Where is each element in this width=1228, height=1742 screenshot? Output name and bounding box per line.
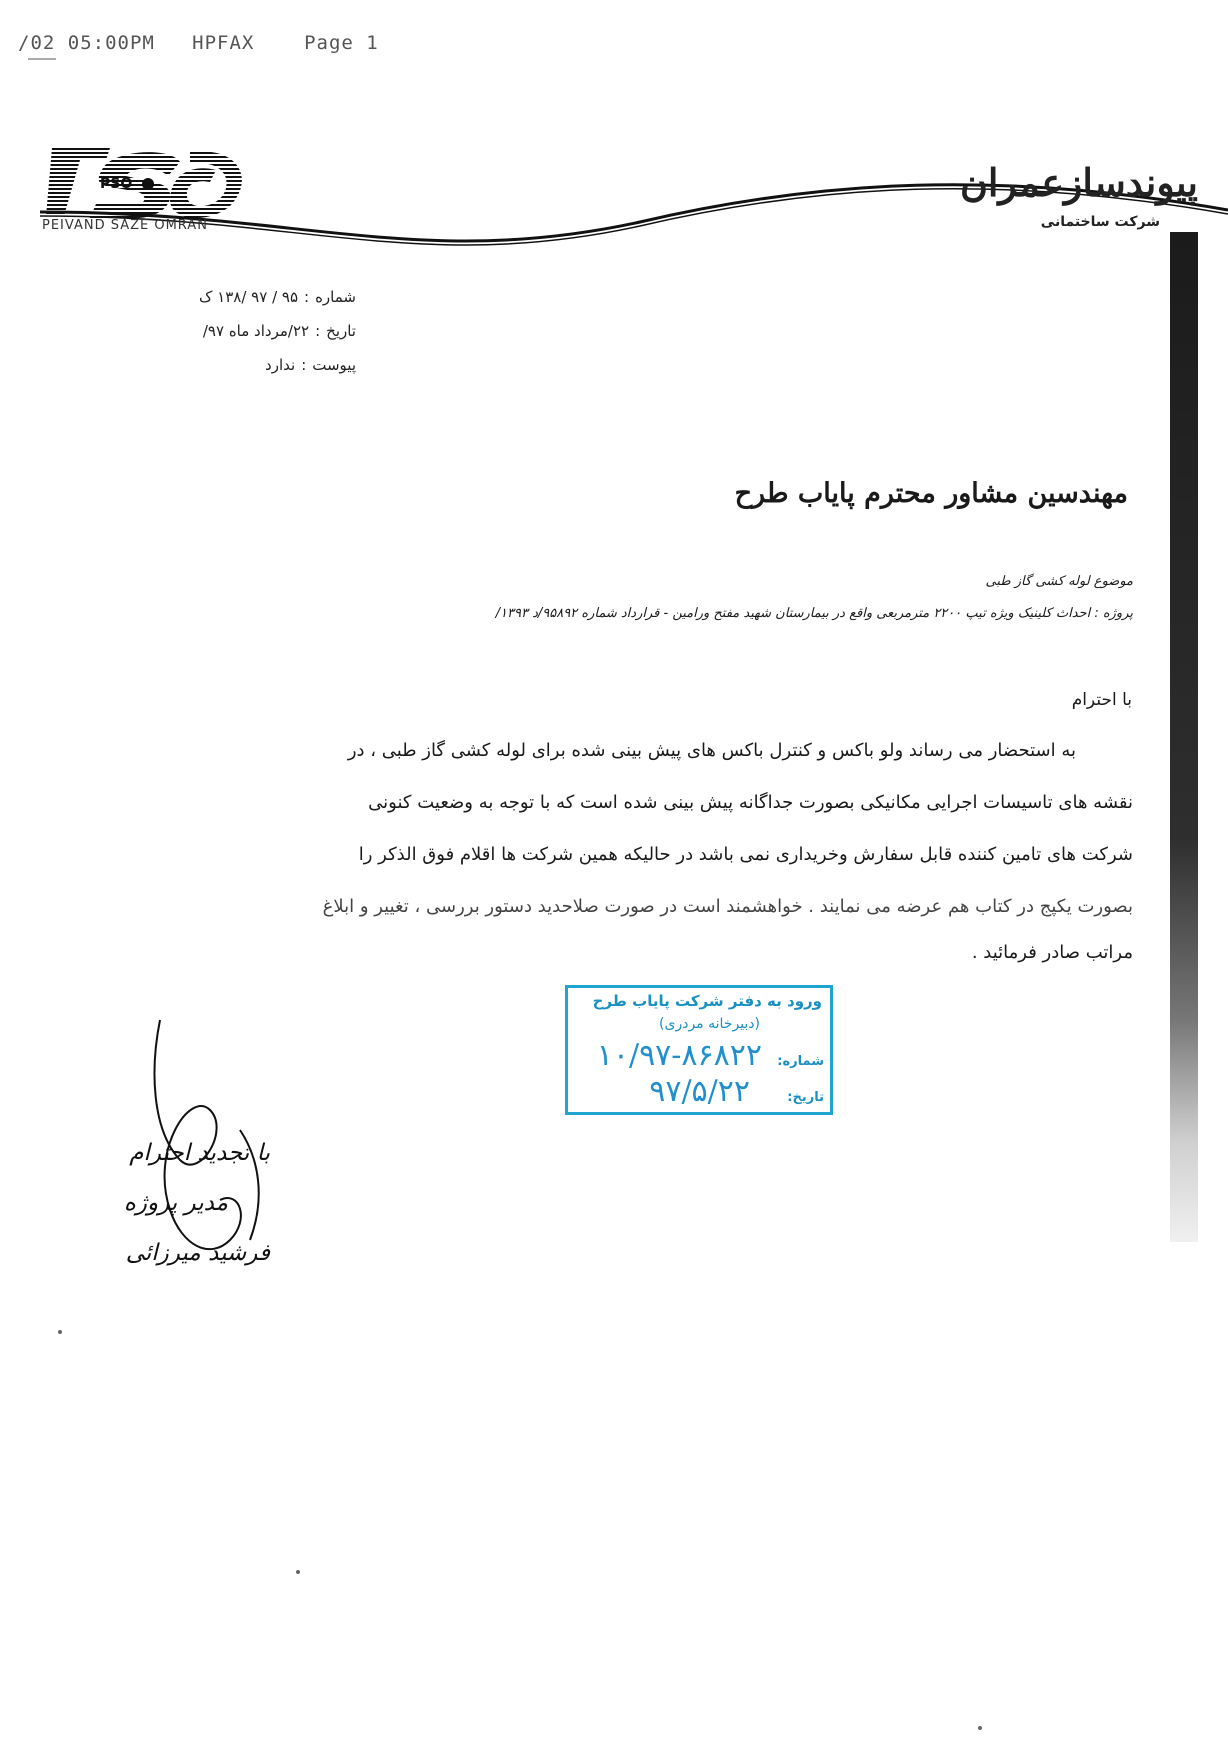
company-subtitle: شرکت ساختمانی (1040, 214, 1160, 230)
greeting: با احترام (1071, 690, 1132, 710)
company-logo (40, 140, 250, 230)
body-line: به استحضار می رساند ولو باکس و کنترل باکس های پیش بینی شده برای لوله کشی گاز طبی ، در (347, 740, 1076, 761)
project-line: پروژه : احداث کلینیک ویژه تیپ ۲۲۰۰ مترمربعی واقع در بیمارستان شهید مفتح ورامین - قرارداد شماره ۹۵۸۹۲/د ۱۳۹۳/ (495, 606, 1133, 621)
scan-speck (978, 1726, 982, 1730)
fax-header: /02 05:00PM HPFAX Page 1 (18, 32, 379, 54)
letter-number: شماره:۹۵ / ۹۷ /۱۳۸ ک (198, 288, 356, 306)
letter-date: تاریخ:۲۲/مرداد ماه ۹۷/ (202, 322, 356, 340)
stamp-subtitle: (دبیرخانه مردری) (659, 1016, 760, 1032)
stamp-date-label: تاریخ: (787, 1090, 824, 1105)
body-line: بصورت یکپج در کتاب هم عرضه می نمایند . خواهشمند است در صورت صلاحدید دستور بررسی ، تغییر و ابلاغ (322, 896, 1133, 917)
signature-title: مدیر پروژه (123, 1190, 228, 1216)
signature-name: فرشید میرزائی (125, 1240, 270, 1266)
company-name-latin: PEIVAND SAZE OMRAN (42, 218, 208, 233)
stamp-number-value: ۱۰/۹۷-۸۶۸۲۲ (596, 1038, 762, 1073)
stamp-number-label: شماره: (777, 1054, 824, 1069)
receipt-stamp (565, 985, 833, 1115)
letter-attachment-value: ندارد (265, 356, 296, 374)
letter-attachment-label: پیوست (312, 356, 356, 374)
page-edge-bar (1170, 232, 1198, 1242)
stamp-date-value: ۹۷/۵/۲۲ (649, 1074, 750, 1109)
recipient-title: مهندسین مشاور محترم پایاب طرح (734, 478, 1128, 509)
letter-date-label: تاریخ (326, 322, 356, 340)
fax-underline (28, 58, 56, 60)
stamp-title: ورود به دفتر شرکت پایاب طرح (592, 992, 822, 1010)
company-name-persian: پیوندسازعمران (959, 160, 1198, 205)
letter-number-value: ۹۵ / ۹۷ /۱۳۸ ک (198, 288, 299, 306)
body-line: مراتب صادر فرمائید . (971, 942, 1133, 963)
letter-attachment: پیوست:ندارد (265, 356, 356, 374)
scan-speck (296, 1570, 300, 1574)
subject-line: موضوع لوله کشی گاز طبی (985, 574, 1133, 589)
letter-number-label: شماره (315, 288, 356, 306)
logo-letters: PSO (100, 176, 133, 192)
scan-speck (58, 1330, 62, 1334)
letter-date-value: ۲۲/مرداد ماه ۹۷/ (202, 322, 310, 340)
body-line: شرکت های تامین کننده قابل سفارش وخریداری نمی باشد در حالیکه همین شرکت ها اقلام فوق الذکر را (358, 844, 1133, 865)
body-line: نقشه های تاسیسات اجرایی مکانیکی بصورت جداگانه پیش بینی شده است که با توجه به وضعیت کنونی (368, 792, 1133, 813)
signature-closing: با تجدید احترام (129, 1140, 270, 1166)
